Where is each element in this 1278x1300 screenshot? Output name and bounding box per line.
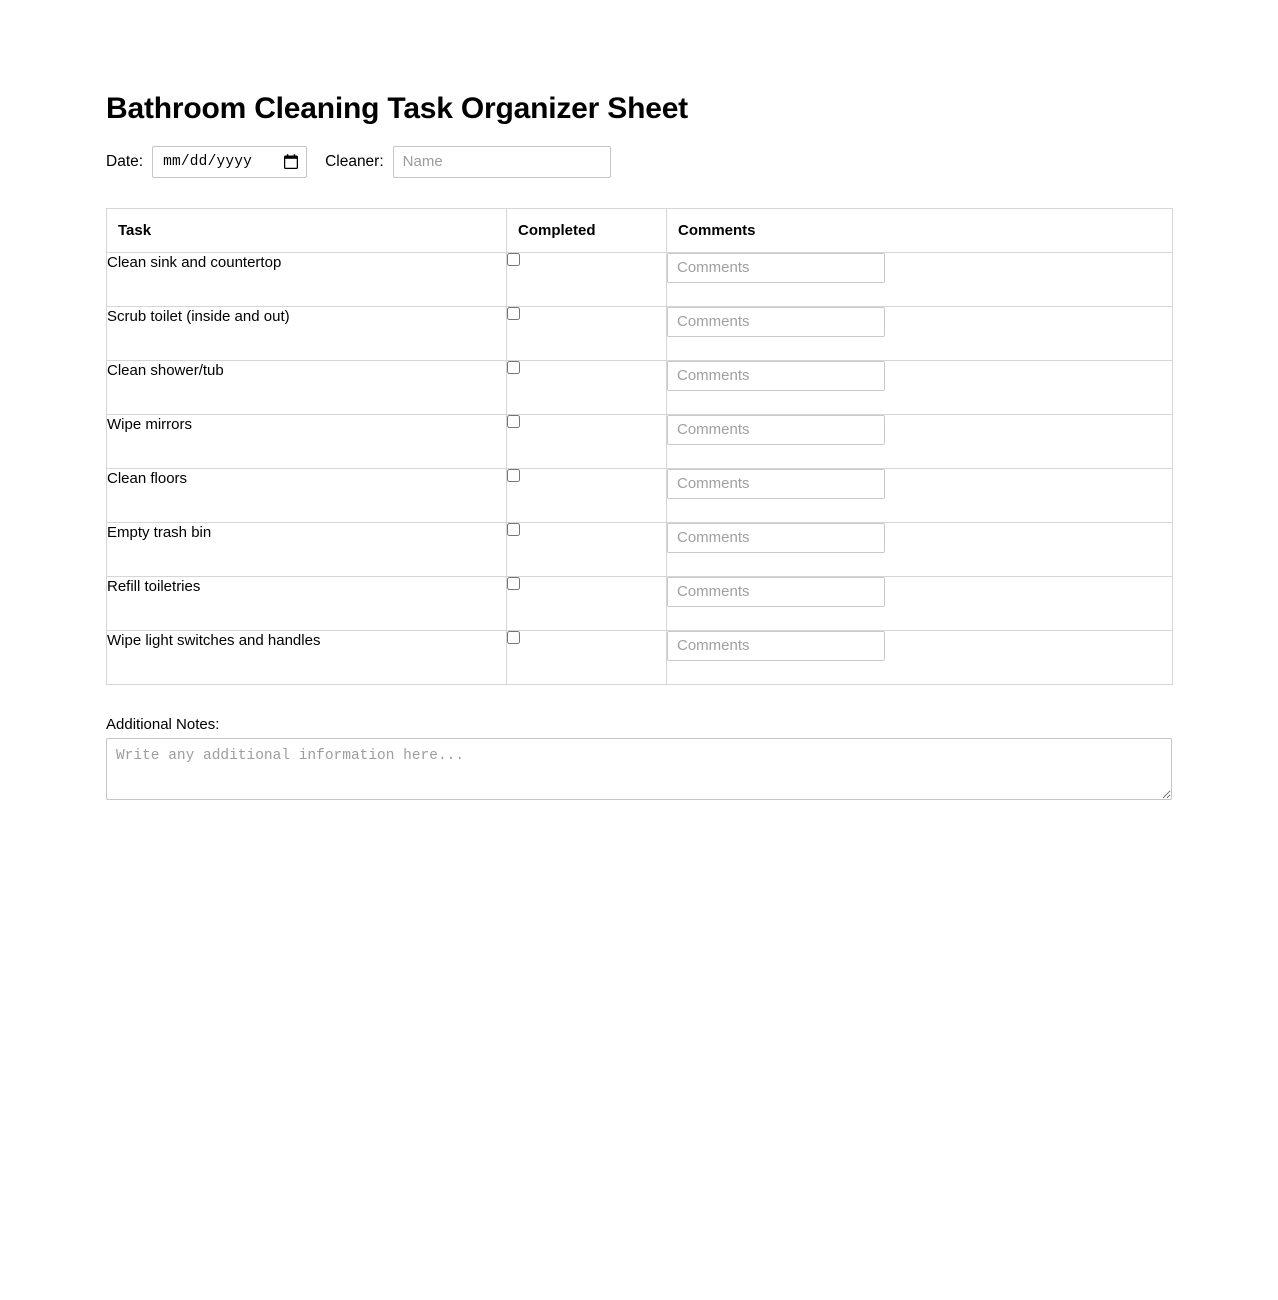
- column-header-completed: Completed: [507, 208, 667, 252]
- comment-cell: [667, 468, 1173, 522]
- completed-checkbox[interactable]: [507, 253, 520, 266]
- column-header-task: Task: [107, 208, 507, 252]
- completed-cell: [507, 306, 667, 360]
- completed-checkbox[interactable]: [507, 577, 520, 590]
- task-name: Refill toiletries: [107, 576, 507, 630]
- comment-cell: [667, 360, 1173, 414]
- table-row: [107, 414, 1173, 468]
- table-row: [107, 576, 1173, 630]
- task-name: Scrub toilet (inside and out): [107, 306, 507, 360]
- table-row: [107, 360, 1173, 414]
- completed-checkbox[interactable]: [507, 631, 520, 644]
- comment-input[interactable]: [667, 577, 885, 607]
- calendar-icon[interactable]: [284, 154, 298, 169]
- comment-input[interactable]: [667, 469, 885, 499]
- table-header-row: [107, 208, 1173, 252]
- completed-cell: [507, 360, 667, 414]
- table-row: [107, 468, 1173, 522]
- cleaner-input[interactable]: [393, 146, 611, 178]
- page-title: Bathroom Cleaning Task Organizer Sheet: [106, 92, 688, 125]
- comment-input[interactable]: [667, 523, 885, 553]
- task-name: Clean sink and countertop: [107, 252, 507, 306]
- completed-cell: [507, 576, 667, 630]
- additional-notes-block: [106, 716, 1172, 805]
- task-name: Wipe light switches and handles: [107, 630, 507, 684]
- date-input-value: mm/dd/yyyy: [163, 153, 253, 170]
- additional-notes-label: Additional Notes:: [106, 715, 220, 733]
- table-header: [107, 208, 1173, 252]
- comment-input[interactable]: [667, 631, 885, 661]
- meta-row: [106, 145, 1172, 179]
- comment-input[interactable]: [667, 361, 885, 391]
- comment-cell: [667, 252, 1173, 306]
- comment-input[interactable]: [667, 307, 885, 337]
- completed-cell: [507, 522, 667, 576]
- comment-input[interactable]: [667, 253, 885, 283]
- completed-cell: [507, 630, 667, 684]
- completed-checkbox[interactable]: [507, 361, 520, 374]
- task-name: Clean shower/tub: [107, 360, 507, 414]
- task-name: Wipe mirrors: [107, 414, 507, 468]
- completed-checkbox[interactable]: [507, 469, 520, 482]
- task-name: Empty trash bin: [107, 522, 507, 576]
- column-header-comments: Comments: [667, 208, 1173, 252]
- table-body: [107, 252, 1173, 684]
- comment-input[interactable]: [667, 415, 885, 445]
- completed-checkbox[interactable]: [507, 523, 520, 536]
- comment-cell: [667, 576, 1173, 630]
- completed-cell: [507, 468, 667, 522]
- comment-cell: [667, 414, 1173, 468]
- comment-cell: [667, 522, 1173, 576]
- date-label: Date:: [106, 152, 144, 170]
- completed-cell: [507, 414, 667, 468]
- table-row: [107, 252, 1173, 306]
- date-input[interactable]: [152, 146, 307, 178]
- task-table: [106, 208, 1173, 685]
- completed-checkbox[interactable]: [507, 307, 520, 320]
- completed-checkbox[interactable]: [507, 415, 520, 428]
- cleaner-label: Cleaner:: [325, 152, 384, 170]
- comment-cell: [667, 630, 1173, 684]
- completed-cell: [507, 252, 667, 306]
- additional-notes-textarea[interactable]: [106, 738, 1172, 800]
- table-row: [107, 306, 1173, 360]
- comment-cell: [667, 306, 1173, 360]
- task-name: Clean floors: [107, 468, 507, 522]
- table-row: [107, 630, 1173, 684]
- table-row: [107, 522, 1173, 576]
